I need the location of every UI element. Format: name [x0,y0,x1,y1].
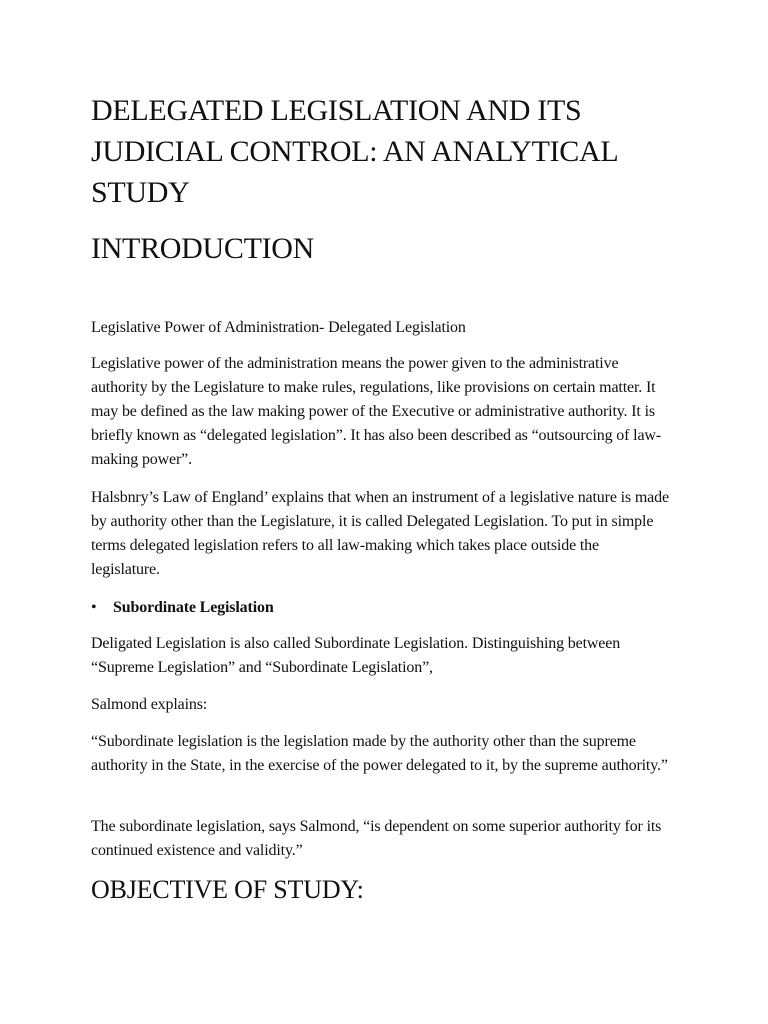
paragraph-halsbury: Halsbnry’s Law of England’ explains that when an instrument of a legislative nature is made by authority other than the Legislature, it is called Delegated Legislation. To put in simple terms delegated legislation refers to all law-making which takes place outside the legislature. [91,489,669,578]
paragraph-deligated: Deligated Legislation is also called Subordinate Legislation. Distinguishing between “Supreme Legislation” and “Subordinate Legislation”, [91,635,621,676]
section-subheading: Legislative Power of Administration- Delegated Legislation [91,319,466,336]
objective-heading: OBJECTIVE OF STUDY: [91,875,364,904]
introduction-heading: INTRODUCTION [91,232,315,265]
bullet-label: Subordinate Legislation [113,599,274,616]
paragraph-dependent: The subordinate legislation, says Salmond, “is dependent on some superior authority for its continued existence and validity.” [91,818,662,859]
paragraph-salmond-explains: Salmond explains: [91,696,208,713]
paragraph-legislative-power: Legislative power of the administration means the power given to the administrative authority by the Legislature to make rules, regulations, like provisions on certain matter. It may be defined as the law making power of the Executive or administrative authority. It is briefly known as “delegated legislation”. It has also been described as “outsourcing of law- making power”. [91,355,662,468]
paragraph-salmond-quote: “Subordinate legislation is the legislation made by the authority other than the supreme authority in the State, in the exercise of the power delegated to it, by the supreme authority.” [91,733,668,774]
document-title: DELEGATED LEGISLATION AND ITS JUDICIAL CONTROL: AN ANALYTICAL STUDY [91,94,618,209]
bullet-item-subordinate-legislation [91,596,274,620]
bullet-icon: • [91,599,97,616]
